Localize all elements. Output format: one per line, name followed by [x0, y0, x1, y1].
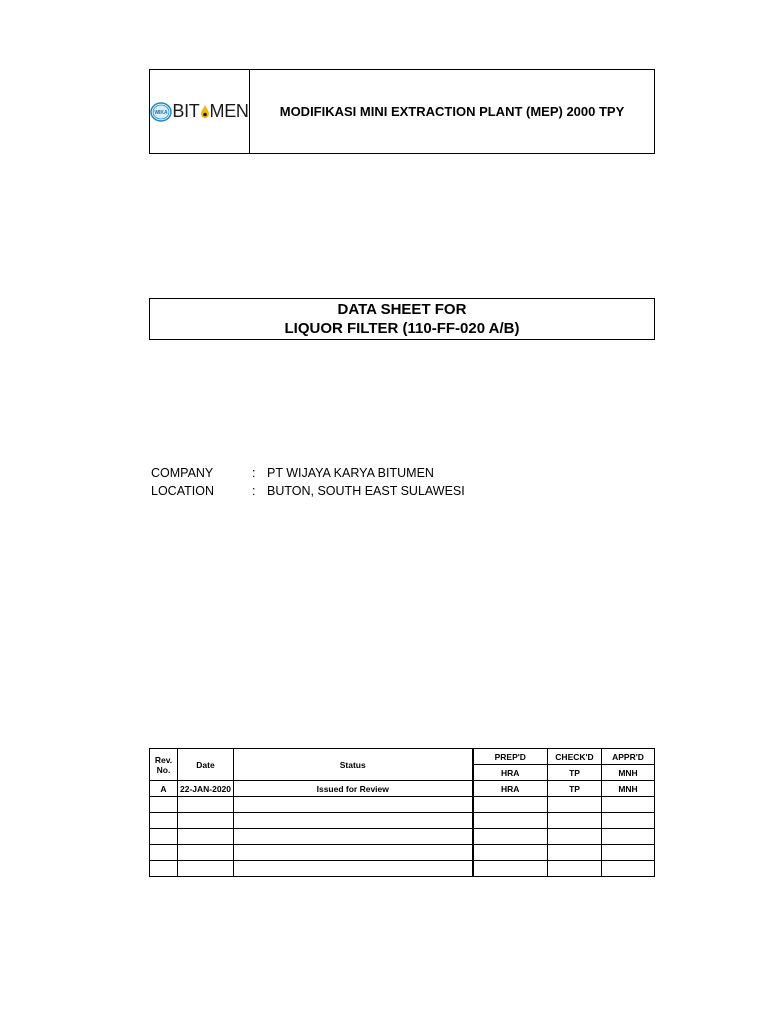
info-colon: : — [252, 466, 256, 480]
wika-badge-icon — [150, 101, 172, 123]
document-title-box — [149, 298, 655, 340]
checked-cell: TP — [548, 781, 602, 797]
svg-text:WIKA: WIKA — [154, 109, 169, 116]
table-header-row — [150, 749, 655, 765]
table-row — [150, 781, 655, 797]
company-logo — [150, 101, 248, 123]
table-row-empty — [150, 845, 655, 861]
oil-drop-icon — [200, 105, 210, 119]
table-row-empty — [150, 829, 655, 845]
status-cell: Issued for Review — [234, 781, 473, 797]
info-label: LOCATION — [151, 484, 214, 498]
prepared-initials: HRA — [473, 765, 548, 781]
approved-header: APPR'D — [602, 749, 655, 765]
document-title-line1: DATA SHEET FOR — [337, 301, 467, 318]
info-row-company — [151, 464, 465, 482]
table-row-empty — [150, 813, 655, 829]
rev-no-header: Rev. No. — [150, 749, 178, 781]
revision-table — [149, 748, 655, 877]
project-title: MODIFIKASI MINI EXTRACTION PLANT (MEP) 2000 TPY — [279, 104, 625, 119]
date-header: Date — [178, 749, 234, 781]
info-label: COMPANY — [151, 466, 214, 480]
prepared-header: PREP'D — [473, 749, 548, 765]
logo-text: BIT MEN — [172, 101, 249, 121]
info-value: BUTON, SOUTH EAST SULAWESI — [267, 484, 465, 498]
info-value: PT WIJAYA KARYA BITUMEN — [267, 466, 434, 480]
approved-cell: MNH — [602, 781, 655, 797]
table-row-empty — [150, 797, 655, 813]
header-box — [149, 69, 655, 154]
approved-initials: MNH — [602, 765, 655, 781]
checked-header: CHECK'D — [548, 749, 602, 765]
prepared-cell: HRA — [473, 781, 548, 797]
checked-initials: TP — [548, 765, 602, 781]
table-row-empty — [150, 861, 655, 877]
status-header: Status — [234, 749, 473, 781]
info-colon: : — [252, 484, 256, 498]
info-row-location — [151, 482, 465, 500]
document-info — [151, 464, 465, 500]
rev-cell: A — [150, 781, 178, 797]
logo-cell — [150, 70, 250, 153]
document-title-line2: LIQUOR FILTER (110-FF-020 A/B) — [284, 320, 520, 337]
date-cell: 22-JAN-2020 — [178, 781, 234, 797]
